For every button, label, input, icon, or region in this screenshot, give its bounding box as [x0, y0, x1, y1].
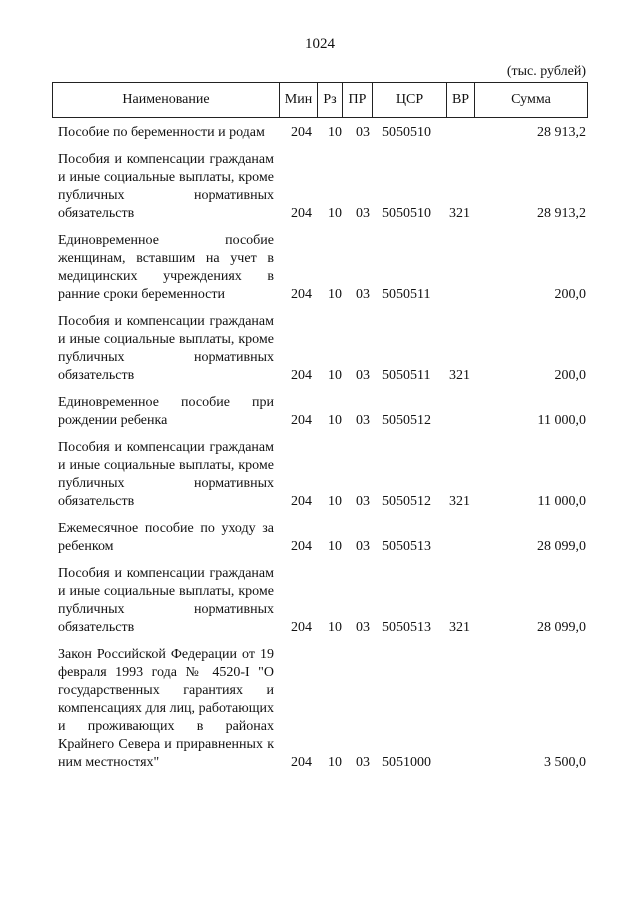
row-min: 204 — [291, 206, 312, 221]
row-pr: 03 — [356, 494, 370, 509]
row-name: Единовременное пособие женщинам, вставшим на учет в медицинских учреждениях в ранние сроки беременности — [58, 233, 274, 302]
table-row — [58, 313, 588, 385]
table-row — [58, 151, 588, 223]
row-min: 204 — [291, 287, 312, 302]
column-header-rz: Рз — [317, 83, 342, 117]
table-row — [58, 565, 588, 637]
row-sum: 11 000,0 — [537, 413, 586, 428]
row-sum: 3 500,0 — [544, 755, 586, 770]
row-rz: 10 — [328, 494, 342, 509]
column-header-pr: ПР — [342, 83, 372, 117]
row-rz: 10 — [328, 368, 342, 383]
row-sum: 11 000,0 — [537, 494, 586, 509]
row-sum: 200,0 — [554, 368, 586, 383]
row-rz: 10 — [328, 287, 342, 302]
row-pr: 03 — [356, 368, 370, 383]
row-csr: 5050510 — [382, 125, 431, 140]
row-min: 204 — [291, 368, 312, 383]
row-name: Пособие по беременности и родам — [58, 125, 265, 140]
row-rz: 10 — [328, 413, 342, 428]
row-name: Пособия и компенсации гражданам и иные социальные выплаты, кроме публичных нормативных обязательств — [58, 440, 274, 509]
row-pr: 03 — [356, 287, 370, 302]
row-min: 204 — [291, 494, 312, 509]
row-name: Пособия и компенсации гражданам и иные социальные выплаты, кроме публичных нормативных обязательств — [58, 152, 274, 221]
row-name: Закон Российской Федерации от 19 февраля 1993 года № 4520-I "О государственных гарантиях и компенсациях для лиц, работающих и проживающих в районах Крайнего Севера и приравненных к ним местностях" — [58, 647, 274, 770]
row-name: Пособия и компенсации гражданам и иные социальные выплаты, кроме публичных нормативных обязательств — [58, 566, 274, 635]
row-pr: 03 — [356, 206, 370, 221]
row-rz: 10 — [328, 755, 342, 770]
row-pr: 03 — [356, 539, 370, 554]
table-row — [58, 394, 588, 430]
row-sum: 200,0 — [554, 287, 586, 302]
table-row — [58, 520, 588, 556]
row-csr: 5050511 — [382, 287, 431, 302]
table-row — [58, 232, 588, 304]
page-number: 1024 — [305, 36, 335, 52]
row-rz: 10 — [328, 620, 342, 635]
row-pr: 03 — [356, 755, 370, 770]
column-header-name: Наименование — [122, 92, 210, 107]
table-row — [58, 646, 588, 772]
row-csr: 5050513 — [382, 539, 431, 554]
row-csr: 5051000 — [382, 755, 431, 770]
row-min: 204 — [291, 413, 312, 428]
row-vr: 321 — [449, 620, 470, 635]
table-header — [52, 82, 588, 118]
column-header-min: Мин — [279, 83, 317, 117]
row-csr: 5050511 — [382, 368, 431, 383]
row-sum: 28 099,0 — [537, 620, 586, 635]
row-vr: 321 — [449, 494, 470, 509]
row-min: 204 — [291, 620, 312, 635]
row-pr: 03 — [356, 125, 370, 140]
row-min: 204 — [291, 125, 312, 140]
row-csr: 5050510 — [382, 206, 431, 221]
units-label: (тыс. рублей) — [506, 64, 586, 79]
column-header-sum: Сумма — [474, 83, 587, 117]
row-vr: 321 — [449, 368, 470, 383]
table-row — [58, 124, 588, 142]
row-sum: 28 913,2 — [537, 125, 586, 140]
table-row — [58, 439, 588, 511]
row-rz: 10 — [328, 206, 342, 221]
row-name: Ежемесячное пособие по уходу за ребенком — [58, 521, 274, 554]
row-csr: 5050513 — [382, 620, 431, 635]
row-rz: 10 — [328, 539, 342, 554]
row-csr: 5050512 — [382, 494, 431, 509]
row-sum: 28 099,0 — [537, 539, 586, 554]
column-header-csr: ЦСР — [372, 83, 446, 117]
row-pr: 03 — [356, 620, 370, 635]
row-vr: 321 — [449, 206, 470, 221]
column-header-vr: ВР — [446, 83, 474, 117]
row-name: Пособия и компенсации гражданам и иные социальные выплаты, кроме публичных нормативных обязательств — [58, 314, 274, 383]
row-csr: 5050512 — [382, 413, 431, 428]
row-pr: 03 — [356, 413, 370, 428]
row-name: Единовременное пособие при рождении ребенка — [58, 395, 274, 428]
budget-table-body — [58, 124, 588, 781]
row-sum: 28 913,2 — [537, 206, 586, 221]
row-min: 204 — [291, 755, 312, 770]
row-rz: 10 — [328, 125, 342, 140]
row-min: 204 — [291, 539, 312, 554]
